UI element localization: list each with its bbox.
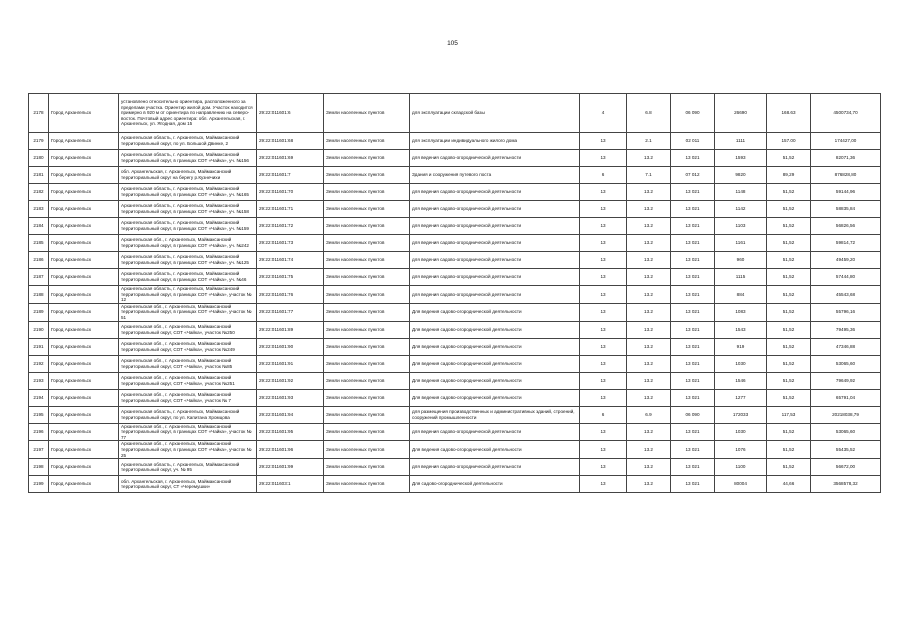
- table-row: [29, 441, 881, 459]
- permitted-use-cell: Для садово-огороднической деятельности: [410, 476, 580, 493]
- municipality-cell: Город Архангельск: [49, 286, 119, 304]
- land-category-cell: Земли населенных пунктов: [324, 423, 410, 441]
- group-code-cell: 13: [580, 150, 627, 167]
- address-cell: Архангельская обл., г. Архангельск, Маймаксанский территориальный округ, СОТ «Чайка», участок №251: [119, 372, 257, 389]
- row-number-cell: 2180: [29, 150, 49, 167]
- row-number-cell: 2199: [29, 476, 49, 493]
- cadastral-value-cell: 876828,80: [811, 167, 881, 184]
- cadastral-value-cell: 49459,20: [811, 252, 881, 269]
- address-cell: Архангельская обл., г. Архангельск, Маймаксанский территориальный округ, в границах СОТ «Чайка», участок № 77: [119, 423, 257, 441]
- row-number-cell: 2189: [29, 303, 49, 321]
- specific-value-cell: 157.00: [767, 133, 811, 150]
- land-category-cell: Земли населенных пунктов: [324, 252, 410, 269]
- row-number-cell: 2194: [29, 389, 49, 406]
- address-cell: обл. Архангельская, г. Архангельск, Маймаксанский территориальный округ на берегу р.Кузнечихи: [119, 167, 257, 184]
- cadastral-value-cell: 82071,36: [811, 150, 881, 167]
- subgroup-code-cell: 13.2: [627, 321, 671, 338]
- area-cell: 1148: [715, 184, 767, 201]
- specific-value-cell: 168.63: [767, 94, 811, 133]
- land-category-cell: Земли населенных пунктов: [324, 441, 410, 459]
- group-code-cell: 13: [580, 184, 627, 201]
- land-category-cell: Земли населенных пунктов: [324, 218, 410, 235]
- cadastral-value-cell: 59144,96: [811, 184, 881, 201]
- land-category-cell: Земли населенных пунктов: [324, 269, 410, 286]
- use-code-cell: 13 021: [671, 303, 715, 321]
- cadastral-number-cell: 29:22:011601:99: [257, 459, 324, 476]
- address-cell: Архангельская область, г. Архангельск, Маймаксанский территориальный округ, в границах СОТ «Чайка», уч. №159: [119, 218, 257, 235]
- use-code-cell: 07 012: [671, 167, 715, 184]
- subgroup-code-cell: 13.2: [627, 338, 671, 355]
- cadastral-number-cell: 29:22:011601:95: [257, 423, 324, 441]
- row-number-cell: 2182: [29, 184, 49, 201]
- row-number-cell: 2192: [29, 355, 49, 372]
- permitted-use-cell: Для ведения садово-огороднической деятельности: [410, 338, 580, 355]
- land-category-cell: Земли населенных пунктов: [324, 133, 410, 150]
- subgroup-code-cell: 13.2: [627, 218, 671, 235]
- specific-value-cell: 51,52: [767, 389, 811, 406]
- group-code-cell: 13: [580, 133, 627, 150]
- table-row: [29, 476, 881, 493]
- subgroup-code-cell: 13.2: [627, 201, 671, 218]
- permitted-use-cell: для ведения садово-огороднической деятельности: [410, 150, 580, 167]
- area-cell: 1277: [715, 389, 767, 406]
- cadastral-value-cell: 20218038,79: [811, 406, 881, 423]
- area-cell: 919: [715, 338, 767, 355]
- permitted-use-cell: Для ведения садово-огороднической деятельности: [410, 321, 580, 338]
- use-code-cell: 13 021: [671, 218, 715, 235]
- address-cell: Архангельская обл., г. Архангельск, Маймаксанский территориальный округ, в границах СОТ «Чайка», участок № 25: [119, 441, 257, 459]
- table-body: [29, 94, 881, 493]
- permitted-use-cell: для ведения садово-огороднической деятельности: [410, 286, 580, 304]
- address-cell: установлено относительно ориентира, расположенного за пределами участка. Ориентир жилой дом. Участок находится примерно в 920 м от ориентира по направлению на северо-восток. Почтовый адрес ориентира: обл. Архангельская, г. Архангельск, ул. Ягодная, дом 15: [119, 94, 257, 133]
- group-code-cell: 13: [580, 269, 627, 286]
- area-cell: 1142: [715, 201, 767, 218]
- row-number-cell: 2191: [29, 338, 49, 355]
- area-cell: 1100: [715, 459, 767, 476]
- cadastral-number-cell: 29:22:011601:75: [257, 269, 324, 286]
- table-row: [29, 423, 881, 441]
- permitted-use-cell: для ведения садово-огороднической деятельности: [410, 235, 580, 252]
- address-cell: Архангельская область, г. Архангельск, Маймаксанский территориальный округ, в границах СОТ «Чайка», уч. №46: [119, 269, 257, 286]
- permitted-use-cell: для ведения садово-огороднической деятельности: [410, 218, 580, 235]
- table-row: [29, 201, 881, 218]
- municipality-cell: Город Архангельск: [49, 459, 119, 476]
- group-code-cell: 13: [580, 235, 627, 252]
- cadastral-value-cell: 79495,36: [811, 321, 881, 338]
- address-cell: Архангельская обл., г. Архангельск, Маймаксанский территориальный округ, СОТ «Чайка», участок №250: [119, 321, 257, 338]
- area-cell: 1115: [715, 269, 767, 286]
- address-cell: Архангельская область, г. Архангельск, Маймаксанский территориальный округ, в границах СОТ «Чайка», уч. №158: [119, 201, 257, 218]
- subgroup-code-cell: 13.2: [627, 459, 671, 476]
- area-cell: 80004: [715, 476, 767, 493]
- area-cell: 1546: [715, 372, 767, 389]
- permitted-use-cell: Для ведения садово-огороднической деятельности: [410, 355, 580, 372]
- row-number-cell: 2178: [29, 94, 49, 133]
- cadastral-number-cell: 29:22:011601:96: [257, 441, 324, 459]
- use-code-cell: 13 021: [671, 269, 715, 286]
- permitted-use-cell: для ведения садово-огороднической деятельности: [410, 252, 580, 269]
- group-code-cell: 6: [580, 406, 627, 423]
- group-code-cell: 13: [580, 286, 627, 304]
- cadastral-value-cell: 55435,52: [811, 441, 881, 459]
- subgroup-code-cell: 13.2: [627, 423, 671, 441]
- table-row: [29, 269, 881, 286]
- cadastral-number-cell: 29:22:011603:1: [257, 476, 324, 493]
- address-cell: Архангельская область, г. Архангельск, Маймаксанский территориальный округ, в границах СОТ «Чайка», уч. №165: [119, 184, 257, 201]
- municipality-cell: Город Архангельск: [49, 235, 119, 252]
- subgroup-code-cell: 13.2: [627, 372, 671, 389]
- table-row: [29, 184, 881, 201]
- specific-value-cell: 51,52: [767, 269, 811, 286]
- group-code-cell: 13: [580, 321, 627, 338]
- municipality-cell: Город Архангельск: [49, 167, 119, 184]
- permitted-use-cell: для эксплуатации индивидуального жилого дома: [410, 133, 580, 150]
- use-code-cell: 13 021: [671, 441, 715, 459]
- area-cell: 1030: [715, 355, 767, 372]
- area-cell: 1103: [715, 218, 767, 235]
- cadastral-number-cell: 29:22:011601:77: [257, 303, 324, 321]
- subgroup-code-cell: 13.2: [627, 252, 671, 269]
- address-cell: Архангельская область, г. Архангельск, Маймаксанский территориальный округ, в границах СОТ «Чайка», уч. №156: [119, 150, 257, 167]
- permitted-use-cell: для эксплуатации складской базы: [410, 94, 580, 133]
- use-code-cell: 13 021: [671, 252, 715, 269]
- row-number-cell: 2179: [29, 133, 49, 150]
- specific-value-cell: 51,52: [767, 235, 811, 252]
- address-cell: Архангельская обл., г. Архангельск, Маймаксанский территориальный округ, СОТ «Чайка», участок № 7: [119, 389, 257, 406]
- area-cell: 1076: [715, 441, 767, 459]
- cadastral-number-cell: 29:22:011601:89: [257, 321, 324, 338]
- permitted-use-cell: Для ведения садово-огороднической деятельности: [410, 441, 580, 459]
- area-cell: 26690: [715, 94, 767, 133]
- permitted-use-cell: Для ведения садово-огороднической деятельности: [410, 389, 580, 406]
- specific-value-cell: 51,52: [767, 423, 811, 441]
- cadastral-number-cell: 29:22:011601:76: [257, 286, 324, 304]
- land-category-cell: Земли населенных пунктов: [324, 338, 410, 355]
- table-row: [29, 167, 881, 184]
- row-number-cell: 2181: [29, 167, 49, 184]
- cadastral-number-cell: 29:22:011601:69: [257, 150, 324, 167]
- permitted-use-cell: для ведения садово-огороднической деятельности: [410, 184, 580, 201]
- specific-value-cell: 51,52: [767, 201, 811, 218]
- cadastral-value-cell: 53065,60: [811, 423, 881, 441]
- cadastral-number-cell: 29:22:011601:74: [257, 252, 324, 269]
- area-cell: 1161: [715, 235, 767, 252]
- group-code-cell: 13: [580, 338, 627, 355]
- cadastral-value-cell: 56826,56: [811, 218, 881, 235]
- use-code-cell: 13 021: [671, 235, 715, 252]
- group-code-cell: 13: [580, 355, 627, 372]
- land-category-cell: Земли населенных пунктов: [324, 235, 410, 252]
- municipality-cell: Город Архангельск: [49, 441, 119, 459]
- table-row: [29, 389, 881, 406]
- row-number-cell: 2187: [29, 269, 49, 286]
- subgroup-code-cell: 2.1: [627, 133, 671, 150]
- table-row: [29, 286, 881, 304]
- municipality-cell: Город Архангельск: [49, 372, 119, 389]
- land-category-cell: Земли населенных пунктов: [324, 355, 410, 372]
- group-code-cell: 13: [580, 423, 627, 441]
- row-number-cell: 2193: [29, 372, 49, 389]
- table-row: [29, 406, 881, 423]
- specific-value-cell: 51,52: [767, 218, 811, 235]
- municipality-cell: Город Архангельск: [49, 94, 119, 133]
- cadastral-value-cell: 58835,84: [811, 201, 881, 218]
- land-category-cell: Земли населенных пунктов: [324, 201, 410, 218]
- specific-value-cell: 51,52: [767, 441, 811, 459]
- specific-value-cell: 44,66: [767, 476, 811, 493]
- cadastral-number-cell: 29:22:011601:6: [257, 94, 324, 133]
- cadastral-value-cell: 3568578,32: [811, 476, 881, 493]
- use-code-cell: 13 021: [671, 150, 715, 167]
- cadastral-number-cell: 29:22:011601:94: [257, 406, 324, 423]
- use-code-cell: 13 021: [671, 372, 715, 389]
- address-cell: Архангельская обл., г. Архангельск, Маймаксанский территориальный округ, СОТ «Чайка», участок №249: [119, 338, 257, 355]
- group-code-cell: 13: [580, 459, 627, 476]
- land-category-cell: Земли населенных пунктов: [324, 167, 410, 184]
- table-row: [29, 252, 881, 269]
- subgroup-code-cell: 13.2: [627, 389, 671, 406]
- cadastral-value-cell: 79649,92: [811, 372, 881, 389]
- page-number: 105: [447, 40, 458, 47]
- use-code-cell: 06 090: [671, 406, 715, 423]
- municipality-cell: Город Архангельск: [49, 303, 119, 321]
- group-code-cell: 13: [580, 252, 627, 269]
- land-category-cell: Земли населенных пунктов: [324, 150, 410, 167]
- area-cell: 1083: [715, 303, 767, 321]
- specific-value-cell: 51,52: [767, 286, 811, 304]
- table-row: [29, 372, 881, 389]
- address-cell: Архангельская обл., г. Архангельск, Маймаксанский территориальный округ, СОТ «Чайка», участок №85: [119, 355, 257, 372]
- address-cell: Архангельская область, г. Архангельск, Маймаксанский территориальный округ, по ул. Большой Двинке, 2: [119, 133, 257, 150]
- use-code-cell: 13 021: [671, 338, 715, 355]
- table-row: [29, 235, 881, 252]
- row-number-cell: 2186: [29, 252, 49, 269]
- specific-value-cell: 51,52: [767, 303, 811, 321]
- specific-value-cell: 117,53: [767, 406, 811, 423]
- address-cell: Архангельская область, г. Архангельск, Маймаксанский территориальный округ, уч. № 95: [119, 459, 257, 476]
- group-code-cell: 13: [580, 218, 627, 235]
- cadastral-value-cell: 55796,16: [811, 303, 881, 321]
- area-cell: 9820: [715, 167, 767, 184]
- specific-value-cell: 51,52: [767, 150, 811, 167]
- area-cell: 884: [715, 286, 767, 304]
- specific-value-cell: 51,52: [767, 321, 811, 338]
- address-cell: Архангельская обл., г. Архангельск, Маймаксанский территориальный округ, в границах СОТ «Чайка», уч. №242: [119, 235, 257, 252]
- row-number-cell: 2190: [29, 321, 49, 338]
- cadastral-value-cell: 56672,00: [811, 459, 881, 476]
- group-code-cell: 13: [580, 201, 627, 218]
- permitted-use-cell: Для ведения садово-огороднической деятельности: [410, 303, 580, 321]
- cadastral-value-cell: 57444,80: [811, 269, 881, 286]
- cadastral-number-cell: 29:22:011601:68: [257, 133, 324, 150]
- use-code-cell: 13 021: [671, 389, 715, 406]
- subgroup-code-cell: 6.8: [627, 94, 671, 133]
- use-code-cell: 13 021: [671, 355, 715, 372]
- specific-value-cell: 51,52: [767, 459, 811, 476]
- permitted-use-cell: для ведения садово-огороднической деятельности: [410, 459, 580, 476]
- subgroup-code-cell: 13.2: [627, 269, 671, 286]
- land-category-cell: Земли населенных пунктов: [324, 406, 410, 423]
- specific-value-cell: 51,52: [767, 372, 811, 389]
- cadastral-number-cell: 29:22:011601:71: [257, 201, 324, 218]
- area-cell: 1543: [715, 321, 767, 338]
- subgroup-code-cell: 13.2: [627, 303, 671, 321]
- specific-value-cell: 51,52: [767, 184, 811, 201]
- subgroup-code-cell: 13.2: [627, 355, 671, 372]
- subgroup-code-cell: 13.2: [627, 441, 671, 459]
- land-registry-table: [28, 93, 881, 493]
- use-code-cell: 13 021: [671, 321, 715, 338]
- use-code-cell: 13 021: [671, 184, 715, 201]
- cadastral-number-cell: 29:22:011601:73: [257, 235, 324, 252]
- area-cell: 1111: [715, 133, 767, 150]
- use-code-cell: 02 011: [671, 133, 715, 150]
- permitted-use-cell: для ведения садово-огороднической деятельности: [410, 423, 580, 441]
- municipality-cell: Город Архангельск: [49, 184, 119, 201]
- permitted-use-cell: для ведения садово-огороднической деятельности: [410, 201, 580, 218]
- cadastral-number-cell: 29:22:011601:92: [257, 372, 324, 389]
- table-row: [29, 338, 881, 355]
- row-number-cell: 2188: [29, 286, 49, 304]
- subgroup-code-cell: 13.2: [627, 286, 671, 304]
- cadastral-number-cell: 29:22:011601:70: [257, 184, 324, 201]
- use-code-cell: 13 021: [671, 286, 715, 304]
- permitted-use-cell: для размещения производственных и административных зданий, строений, сооружений промышленности: [410, 406, 580, 423]
- use-code-cell: 13 021: [671, 459, 715, 476]
- cadastral-number-cell: 29:22:011601:93: [257, 389, 324, 406]
- subgroup-code-cell: 6.9: [627, 406, 671, 423]
- municipality-cell: Город Архангельск: [49, 218, 119, 235]
- municipality-cell: Город Архангельск: [49, 133, 119, 150]
- municipality-cell: Город Архангельск: [49, 321, 119, 338]
- municipality-cell: Город Архангельск: [49, 355, 119, 372]
- use-code-cell: 06 090: [671, 94, 715, 133]
- group-code-cell: 13: [580, 303, 627, 321]
- cadastral-value-cell: 47346,88: [811, 338, 881, 355]
- municipality-cell: Город Архангельск: [49, 150, 119, 167]
- row-number-cell: 2184: [29, 218, 49, 235]
- group-code-cell: 13: [580, 389, 627, 406]
- row-number-cell: 2196: [29, 423, 49, 441]
- table-row: [29, 218, 881, 235]
- land-category-cell: Земли населенных пунктов: [324, 476, 410, 493]
- area-cell: 960: [715, 252, 767, 269]
- subgroup-code-cell: 13.2: [627, 184, 671, 201]
- address-cell: Архангельская область, г. Архангельск, Маймаксанский территориальный округ, в границах СОТ «Чайка», участок № 12: [119, 286, 257, 304]
- municipality-cell: Город Архангельск: [49, 476, 119, 493]
- cadastral-value-cell: 53065,60: [811, 355, 881, 372]
- permitted-use-cell: Здания и сооружения путевого поста: [410, 167, 580, 184]
- subgroup-code-cell: 13.2: [627, 235, 671, 252]
- land-category-cell: Земли населенных пунктов: [324, 459, 410, 476]
- cadastral-value-cell: 4500734,70: [811, 94, 881, 133]
- row-number-cell: 2197: [29, 441, 49, 459]
- land-category-cell: Земли населенных пунктов: [324, 184, 410, 201]
- table-row: [29, 150, 881, 167]
- municipality-cell: Город Архангельск: [49, 201, 119, 218]
- land-category-cell: Земли населенных пунктов: [324, 372, 410, 389]
- specific-value-cell: 51,52: [767, 338, 811, 355]
- cadastral-number-cell: 29:22:011601:91: [257, 355, 324, 372]
- table-row: [29, 303, 881, 321]
- area-cell: 1593: [715, 150, 767, 167]
- specific-value-cell: 89,29: [767, 167, 811, 184]
- specific-value-cell: 51,52: [767, 355, 811, 372]
- use-code-cell: 13 021: [671, 423, 715, 441]
- municipality-cell: Город Архангельск: [49, 252, 119, 269]
- municipality-cell: Город Архангельск: [49, 423, 119, 441]
- land-category-cell: Земли населенных пунктов: [324, 389, 410, 406]
- cadastral-number-cell: 29:22:011601:7: [257, 167, 324, 184]
- land-category-cell: Земли населенных пунктов: [324, 286, 410, 304]
- permitted-use-cell: Для ведения садово-огороднической деятельности: [410, 372, 580, 389]
- cadastral-value-cell: 65791,04: [811, 389, 881, 406]
- specific-value-cell: 51,52: [767, 252, 811, 269]
- area-cell: 172033: [715, 406, 767, 423]
- group-code-cell: 4: [580, 94, 627, 133]
- municipality-cell: Город Архангельск: [49, 269, 119, 286]
- address-cell: Архангельская область, г. Архангельск, Маймаксанский территориальный округ, по ул. Капитана Хромцова: [119, 406, 257, 423]
- table-row: [29, 94, 881, 133]
- group-code-cell: 6: [580, 167, 627, 184]
- cadastral-value-cell: 45543,68: [811, 286, 881, 304]
- group-code-cell: 13: [580, 441, 627, 459]
- municipality-cell: Город Архангельск: [49, 389, 119, 406]
- row-number-cell: 2185: [29, 235, 49, 252]
- table-row: [29, 355, 881, 372]
- cadastral-value-cell: 174427,00: [811, 133, 881, 150]
- address-cell: Архангельская обл., г. Архангельск, Маймаксанский территориальный округ, в границах СОТ «Чайка», участок № 51: [119, 303, 257, 321]
- use-code-cell: 13 021: [671, 201, 715, 218]
- group-code-cell: 13: [580, 476, 627, 493]
- row-number-cell: 2183: [29, 201, 49, 218]
- table-row: [29, 321, 881, 338]
- subgroup-code-cell: 7.1: [627, 167, 671, 184]
- group-code-cell: 13: [580, 372, 627, 389]
- municipality-cell: Город Архангельск: [49, 338, 119, 355]
- address-cell: обл. Архангельская, г. Архангельск, Маймаксанский территориальный округ, СТ «Черемушки»: [119, 476, 257, 493]
- cadastral-value-cell: 59814,72: [811, 235, 881, 252]
- permitted-use-cell: для ведения садово-огороднической деятельности: [410, 269, 580, 286]
- row-number-cell: 2198: [29, 459, 49, 476]
- table-row: [29, 459, 881, 476]
- use-code-cell: 13 021: [671, 476, 715, 493]
- subgroup-code-cell: 13.2: [627, 150, 671, 167]
- table-row: [29, 133, 881, 150]
- land-category-cell: Земли населенных пунктов: [324, 321, 410, 338]
- cadastral-number-cell: 29:22:011601:72: [257, 218, 324, 235]
- cadastral-number-cell: 29:22:011601:90: [257, 338, 324, 355]
- land-category-cell: Земли населенных пунктов: [324, 94, 410, 133]
- land-category-cell: Земли населенных пунктов: [324, 303, 410, 321]
- row-number-cell: 2195: [29, 406, 49, 423]
- subgroup-code-cell: 13.2: [627, 476, 671, 493]
- address-cell: Архангельская область, г. Архангельск, Маймаксанский территориальный округ, в границах СОТ «Чайка», уч. №125: [119, 252, 257, 269]
- area-cell: 1030: [715, 423, 767, 441]
- municipality-cell: Город Архангельск: [49, 406, 119, 423]
